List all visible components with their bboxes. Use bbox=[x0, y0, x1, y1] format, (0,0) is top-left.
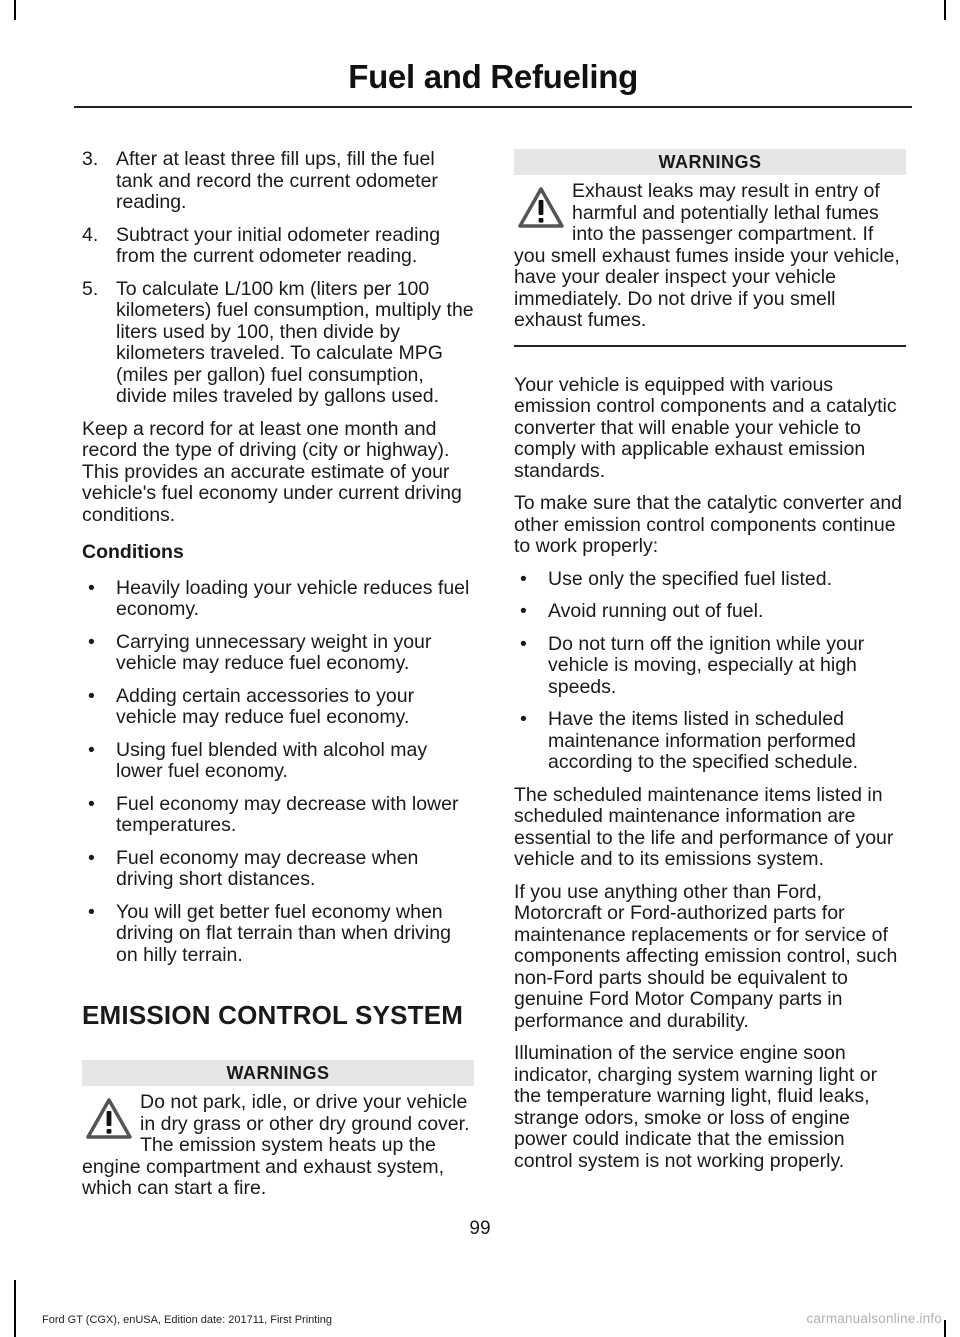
right-column bbox=[514, 149, 906, 1183]
conditions-list bbox=[82, 578, 474, 967]
section-title: EMISSION CONTROL SYSTEM bbox=[82, 1000, 464, 1030]
scheduled-paragraph: The scheduled maintenance items listed in scheduled maintenance information are essential to the life and performance of your vehicle and to its emissions system. bbox=[514, 783, 894, 870]
warning-heading: WARNINGS bbox=[514, 149, 906, 175]
warning-box-exhaust bbox=[514, 149, 906, 347]
watermark: carmanualsonline.info bbox=[806, 1311, 942, 1326]
tip-text: Avoid running out of fuel. bbox=[548, 600, 764, 622]
warning-triangle-icon bbox=[516, 185, 566, 231]
bullet: • bbox=[88, 846, 95, 869]
tip-text: Use only the specified fuel listed. bbox=[548, 567, 832, 590]
left-column bbox=[82, 149, 474, 1216]
condition-item bbox=[82, 740, 474, 783]
condition-item bbox=[82, 902, 474, 967]
header-divider bbox=[74, 106, 912, 108]
crop-mark-bottom-left bbox=[14, 1280, 16, 1337]
step-number: 5. bbox=[82, 277, 99, 300]
condition-item bbox=[82, 686, 474, 729]
condition-item bbox=[82, 632, 474, 675]
warning-text: Do not park, idle, or drive your vehicle in dry grass or other dry ground cover. The emission system heats up the engine compartment and exhaust system, which can start a fire. bbox=[82, 1091, 470, 1199]
edition-text: Ford GT (CGX), enUSA, Edition date: 201711, First Printing bbox=[42, 1314, 332, 1326]
page-title: Fuel and Refueling bbox=[348, 58, 638, 95]
condition-text: Fuel economy may decrease when driving short distances. bbox=[116, 846, 419, 890]
warning-heading: WARNINGS bbox=[82, 1060, 474, 1086]
tip-text: Have the items listed in scheduled maintenance information performed according to the specified schedule. bbox=[548, 708, 859, 773]
condition-item bbox=[82, 848, 474, 891]
crop-mark-top-right bbox=[944, 0, 946, 20]
bullet: • bbox=[88, 576, 95, 599]
equipped-paragraph: Your vehicle is equipped with various emission control components and a catalytic converter that will enable your vehicle to comply with applicable exhaust emission standards. bbox=[514, 373, 897, 482]
page-number: 99 bbox=[469, 1218, 491, 1239]
condition-text: Carrying unnecessary weight in your vehicle may reduce fuel economy. bbox=[116, 630, 432, 674]
condition-text: Fuel economy may decrease with lower temperatures. bbox=[116, 792, 459, 836]
condition-text: Using fuel blended with alcohol may lower fuel economy. bbox=[116, 738, 428, 782]
bullet: • bbox=[88, 738, 95, 761]
make-sure-paragraph: To make sure that the catalytic converter and other emission control components continue to work properly: bbox=[514, 492, 903, 557]
bullet: • bbox=[520, 708, 527, 730]
tip-item bbox=[514, 569, 906, 591]
step-text: To calculate L/100 km (liters per 100 kilometers) fuel consumption, multiply the liters used by 100, then divide by kilometers traveled. To calculate MPG (miles per gallon) fuel consumption, divide miles traveled by gallons used. bbox=[116, 277, 474, 407]
condition-item bbox=[82, 794, 474, 837]
emission-tips-list bbox=[514, 569, 906, 774]
warning-text: Exhaust leaks may result in entry of harmful and potentially lethal fumes into the passenger compartment. If you smell exhaust fumes inside your vehicle, have your dealer inspect your vehicle immediately. Do not drive if you smell exhaust fumes. bbox=[514, 180, 900, 331]
bullet: • bbox=[88, 792, 95, 815]
step-item bbox=[82, 149, 474, 214]
warning-divider bbox=[514, 345, 906, 347]
step-text: Subtract your initial odometer reading from the current odometer reading. bbox=[116, 223, 441, 267]
bullet: • bbox=[88, 630, 95, 653]
step-number: 4. bbox=[82, 223, 99, 246]
condition-text: Heavily loading your vehicle reduces fuel economy. bbox=[116, 576, 470, 620]
tip-item bbox=[514, 634, 906, 699]
numbered-steps bbox=[82, 149, 474, 408]
tip-item bbox=[514, 601, 906, 623]
step-text: After at least three fill ups, fill the fuel tank and record the current odometer reading. bbox=[116, 148, 438, 213]
tip-text: Do not turn off the ignition while your vehicle is moving, especially at high speeds. bbox=[548, 632, 865, 698]
warning-box-fire bbox=[82, 1060, 474, 1200]
bullet: • bbox=[520, 600, 527, 622]
step-number: 3. bbox=[82, 148, 99, 170]
step-item bbox=[82, 279, 474, 408]
step-item bbox=[82, 225, 474, 268]
crop-mark-bottom-right bbox=[944, 1320, 946, 1337]
condition-text: Adding certain accessories to your vehicle may reduce fuel economy. bbox=[116, 684, 415, 728]
warning-triangle-icon bbox=[84, 1096, 134, 1142]
tip-item bbox=[514, 709, 906, 774]
illumination-paragraph: Illumination of the service engine soon indicator, charging system warning light or the temperature warning light, fluid leaks, strange odors, smoke or loss of engine power could indicate that the emission control system is not working properly. bbox=[514, 1042, 878, 1172]
bullet: • bbox=[88, 900, 95, 923]
condition-text: You will get better fuel economy when driving on flat terrain than when driving on hilly terrain. bbox=[116, 900, 451, 966]
crop-mark-top-left bbox=[14, 0, 16, 20]
bullet: • bbox=[88, 684, 95, 707]
conditions-heading: Conditions bbox=[82, 541, 184, 563]
bullet: • bbox=[520, 567, 527, 590]
condition-item bbox=[82, 578, 474, 621]
parts-paragraph: If you use anything other than Ford, Motorcraft or Ford-authorized parts for maintenance replacements or for service of components affecting emission control, such non-Ford parts should be equivalent to genuine Ford Motor Company parts in performance and durability. bbox=[514, 880, 898, 1032]
record-paragraph: Keep a record for at least one month and record the type of driving (city or highway). This provides an accurate estimate of your vehicle's fuel economy under current driving conditions. bbox=[82, 417, 462, 526]
bullet: • bbox=[520, 632, 527, 655]
